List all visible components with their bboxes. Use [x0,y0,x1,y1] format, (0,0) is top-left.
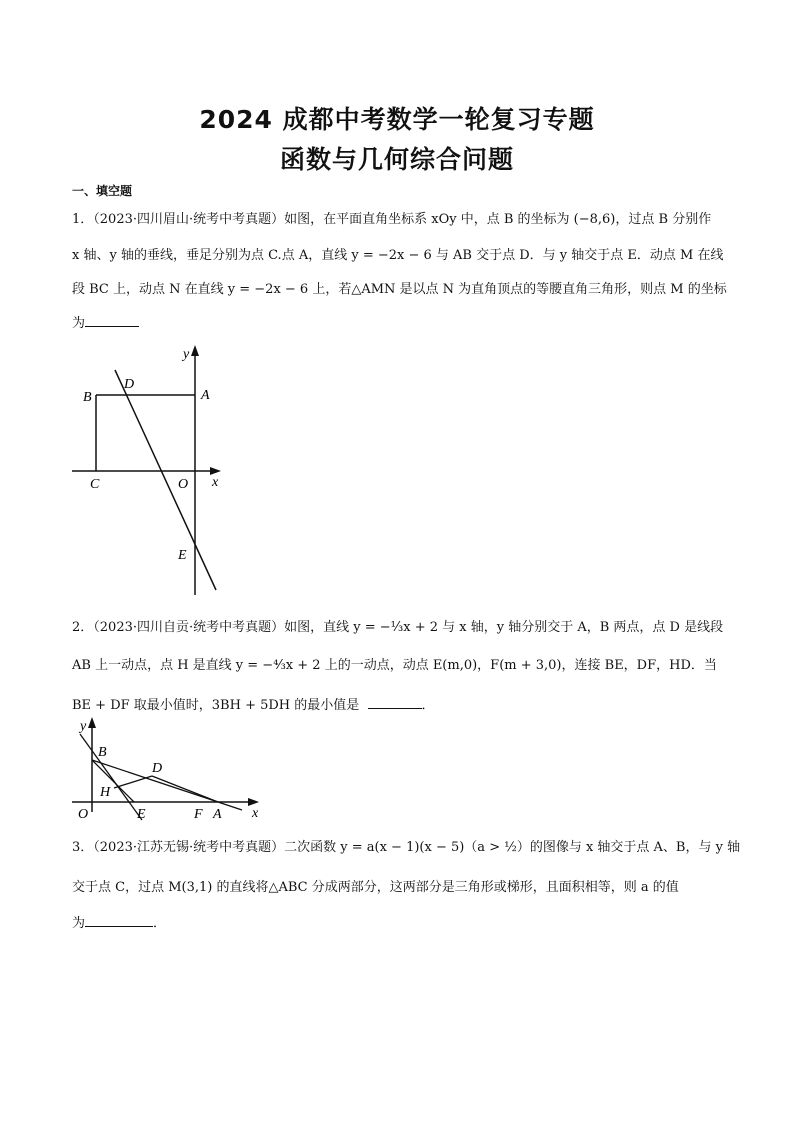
q2-label-A: A [213,807,222,822]
q2-label-y: y [80,719,87,734]
q3-line-3-text: 为 [72,916,86,931]
q3-line-3-end: ． [153,916,167,931]
q1-label-D: D [124,377,135,392]
q1-answer-blank[interactable] [85,312,139,327]
q2-label-H: H [100,785,111,800]
q2-line-3-text: BE + DF 取最小值时，3BH + 5DH 的最小值是 [72,698,360,713]
q3-answer-blank[interactable] [85,912,153,927]
q1-label-y: y [183,347,190,362]
q2-label-D: D [152,761,163,776]
q2-label-x: x [252,806,259,821]
page-title-line-2: 函数与几何综合问题 [279,145,514,174]
q2-figure [70,712,270,827]
q1-line-4 [72,312,722,334]
q3-line-2: 交于点 C，过点 M(3,1) 的直线将△ABC 分成两部分，这两部分是三角形或梯形，且面积相等，则 a 的值 [72,880,679,895]
q2-answer-blank[interactable] [368,694,422,709]
q2-line-1: 2．（2023·四川自贡·统考中考真题）如图，直线 y = −⅓x + 2 与 x 轴，y 轴分别交于 A，B 两点，点 D 是线段 [72,620,724,635]
q1-label-x: x [212,475,219,490]
q1-label-O: O [178,477,189,492]
q1-label-A: A [201,388,210,403]
page-title-line-1: 2024 成都中考数学一轮复习专题 [199,105,595,134]
q2-label-O: O [78,807,89,822]
q2-line-3-end: ． [421,698,435,713]
q2-line-2: AB 上一动点，点 H 是直线 y = −⁴⁄₃x + 2 上的一动点，动点 E(m,0)，F(m + 3,0)，连接 BE，DF，HD．当 [72,658,717,673]
q1-label-B: B [83,390,92,405]
q1-line-1: 1．（2023·四川眉山·统考中考真题）如图，在平面直角坐标系 xOy 中，点 B 的坐标为 (−8,6)，过点 B 分别作 [72,212,712,227]
q3-line-1: 3．（2023·江苏无锡·统考中考真题）二次函数 y = a(x − 1)(x − 5)（a > ½）的图像与 x 轴交于点 A、B，与 y 轴 [72,840,741,855]
q2-label-F: F [194,807,203,822]
section-heading: 一、填空题 [72,184,133,198]
q1-figure [70,340,230,600]
q1-line-4-text: 为 [72,316,86,331]
q2-label-B: B [98,745,107,760]
q1-label-C: C [90,477,100,492]
q3-line-3 [72,912,722,934]
q2-label-E: E [137,807,146,822]
q1-label-E: E [178,548,187,563]
q1-line-3: 段 BC 上，动点 N 在直线 y = −2x − 6 上，若△AMN 是以点 N 为直角顶点的等腰直角三角形，则点 M 的坐标 [72,282,727,297]
q1-line-2: x 轴、y 轴的垂线，垂足分别为点 C.点 A，直线 y = −2x − 6 与 AB 交于点 D．与 y 轴交于点 E．动点 M 在线 [72,248,724,263]
